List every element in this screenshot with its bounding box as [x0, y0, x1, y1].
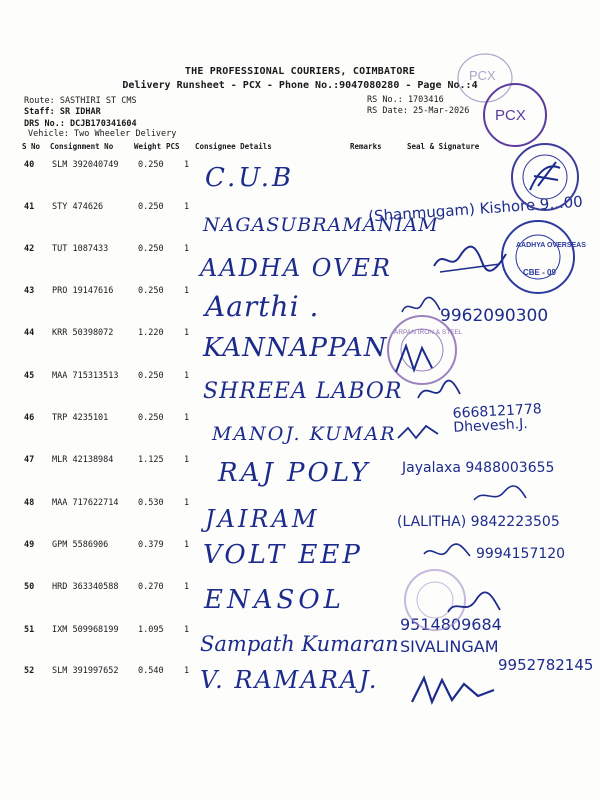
row-weight: 0.250	[138, 202, 164, 212]
signature-row-44	[392, 342, 436, 376]
row-pcs: 1	[184, 371, 190, 381]
row-consignment: TUT 1087433	[52, 244, 109, 254]
handwritten-remark: (LALITHA) 9842223505	[397, 514, 560, 530]
signature-row-50	[444, 592, 504, 618]
pcx-stamp-text: PCX	[495, 107, 526, 124]
handwritten-consignee: Aarthi .	[205, 290, 320, 323]
signature-row-45	[414, 376, 464, 406]
pcx-stamp-top-text: PCX	[469, 68, 496, 83]
row-pcs: 1	[184, 413, 190, 423]
runsheet-title: THE PROFESSIONAL COURIERS, COIMBATORE	[184, 66, 416, 77]
row-sno: 47	[24, 455, 35, 465]
handwritten-remark: (Shanmugam) Kishore 9...00	[367, 192, 584, 226]
rs-date: RS Date: 25-Mar-2026	[367, 106, 470, 116]
col-consignee: Consignee Details	[195, 142, 272, 151]
aadhya-seal-city: CBE - 09	[523, 268, 556, 277]
row-sno: 43	[24, 286, 35, 296]
col-consignment: Consignment No	[50, 142, 114, 151]
row-weight: 1.125	[138, 455, 164, 465]
vehicle-label: Vehicle: Two Wheeler Delivery	[28, 129, 177, 139]
signature-row-46	[394, 420, 442, 444]
row-sno: 51	[24, 625, 35, 635]
handwritten-consignee: NAGASUBRAMANIAM	[203, 214, 439, 236]
row-consignment: IXM 509968199	[52, 625, 119, 635]
handwritten-consignee: V. RAMARAJ.	[200, 666, 379, 694]
row-sno: 44	[24, 328, 35, 338]
row-pcs: 1	[184, 244, 190, 254]
row-consignment: MAA 715313513	[52, 371, 119, 381]
staff-label: Staff: SR IDHAR	[24, 107, 101, 117]
handwritten-phone: 9962090300	[440, 306, 549, 326]
col-weight: Weight	[134, 142, 162, 151]
row-pcs: 1	[184, 160, 190, 170]
row-sno: 49	[24, 540, 35, 550]
handwritten-remark: 9514809684 SIVALINGAM	[400, 615, 502, 656]
row-consignment: SLM 391997652	[52, 666, 119, 676]
handwritten-consignee: Sampath Kumaran	[200, 632, 399, 656]
handwritten-consignee: SHREEA LABOR	[203, 379, 403, 404]
row-sno: 52	[24, 666, 35, 676]
col-sno: S No	[22, 142, 41, 151]
drs-number: DRS No.: DCJB170341604	[24, 119, 137, 129]
row-consignment: TRP 4235101	[52, 413, 109, 423]
row-weight: 0.530	[138, 498, 164, 508]
row-weight: 0.270	[138, 582, 164, 592]
row-consignment: STY 474626	[52, 202, 104, 212]
row-weight: 0.250	[138, 244, 164, 254]
row-consignment: GPM 5586906	[52, 540, 109, 550]
handwritten-consignee: KANNAPPAN	[203, 333, 388, 363]
handwritten-consignee: AADHA OVER	[200, 254, 392, 282]
row-weight: 1.095	[138, 625, 164, 635]
handwritten-consignee: ENASOL	[204, 585, 345, 615]
row-weight: 0.250	[138, 371, 164, 381]
row-pcs: 1	[184, 625, 190, 635]
rs-number: RS No.: 1703416	[367, 95, 444, 105]
aadhya-overseas-seal	[498, 217, 586, 297]
row-consignment: SLM 392040749	[52, 160, 119, 170]
row-weight: 0.250	[138, 286, 164, 296]
runsheet-subtitle: Delivery Runsheet - PCX - Phone No.:9047080280 - Page No.:4	[122, 80, 478, 91]
route-label: Route: SASTHIRI ST CMS	[24, 96, 137, 106]
row-sno: 42	[24, 244, 35, 254]
signature-row-49	[420, 540, 474, 564]
col-remarks: Remarks	[350, 142, 382, 151]
row-weight: 1.220	[138, 328, 164, 338]
col-pcs: PCS	[166, 142, 180, 151]
handwritten-remark: Jayalaxa 9488003655	[402, 460, 555, 476]
signature-row-43	[398, 294, 444, 320]
handwritten-consignee: VOLT EEP	[203, 540, 363, 570]
row-sno: 40	[24, 160, 35, 170]
arpan-seal-text: ARPAN IRON & STEEL	[394, 329, 463, 336]
handwritten-remark: 6668121778 Dhevesh.J.	[452, 401, 543, 436]
row-consignment: HRD 363340588	[52, 582, 119, 592]
signature-row-52	[408, 672, 498, 712]
row-sno: 50	[24, 582, 35, 592]
handwritten-consignee: MANOJ. KUMAR	[212, 423, 397, 445]
row-weight: 0.250	[138, 413, 164, 423]
col-seal: Seal & Signature	[407, 142, 480, 151]
row-sno: 45	[24, 371, 35, 381]
row-consignment: KRR 50398072	[52, 328, 114, 338]
row-pcs: 1	[184, 202, 190, 212]
row-pcs: 1	[184, 286, 190, 296]
row-weight: 0.250	[138, 160, 164, 170]
row-consignment: MLR 42138984	[52, 455, 114, 465]
aadhya-seal-text: AADHYA OVERSEAS	[516, 242, 586, 249]
handwritten-phone: 9994157120	[476, 546, 566, 562]
row-consignment: PRO 19147616	[52, 286, 114, 296]
row-pcs: 1	[184, 328, 190, 338]
row-sno: 46	[24, 413, 35, 423]
row-pcs: 1	[184, 666, 190, 676]
row-pcs: 1	[184, 455, 190, 465]
row-consignment: MAA 717622714	[52, 498, 119, 508]
handwritten-consignee: C.U.B	[205, 163, 295, 193]
handwritten-phone: 9952782145	[498, 656, 594, 674]
handwritten-consignee: RAJ POLY	[218, 458, 371, 488]
row-weight: 0.379	[138, 540, 164, 550]
row-pcs: 1	[184, 540, 190, 550]
row-weight: 0.540	[138, 666, 164, 676]
row-sno: 48	[24, 498, 35, 508]
row-pcs: 1	[184, 582, 190, 592]
signature-row-48	[470, 484, 530, 508]
company-seal	[508, 140, 582, 214]
row-sno: 41	[24, 202, 35, 212]
handwritten-consignee: JAIRAM	[205, 505, 320, 533]
row-pcs: 1	[184, 498, 190, 508]
signature-row-42	[430, 242, 510, 276]
